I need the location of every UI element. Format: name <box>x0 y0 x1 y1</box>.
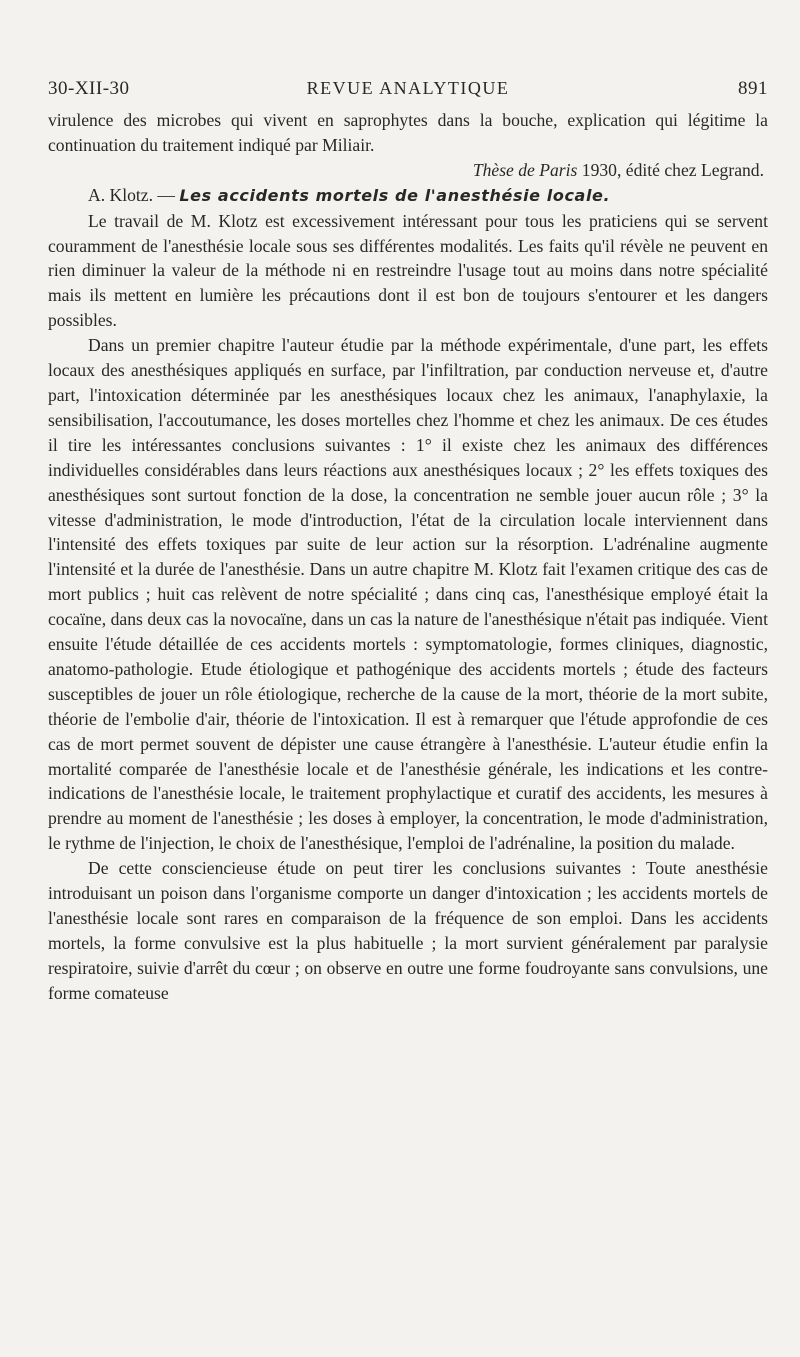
review-heading <box>48 183 768 209</box>
review-paragraph-2: Dans un premier chapitre l'auteur étudie par la méthode expérimentale, d'une part, les effets locaux des anesthésiques appliqués en surface, par l'infiltration, par conduction nerveuse et, d'autre part, l'intoxication déterminée par les anesthésiques locaux chez les animaux, l'anaphylaxie, la sensibilisation, l'accoutumance, les doses mortelles chez l'homme et chez les animaux. De ces études il tire les intéressantes conclusions suivantes : 1° il existe chez les animaux des différences individuelles considérables dans leurs réactions aux anesthésiques locaux ; 2° les effets toxiques des anesthésiques sont surtout fonction de la dose, la concentration ne semble jouer aucun rôle ; 3° la vitesse d'administration, le mode d'introduction, l'état de la circulation locale interviennent dans l'intensité des effets toxiques par suite de leur action sur la résorption. L'adrénaline augmente l'intensité et la durée de l'anesthésie. Dans un autre chapitre M. Klotz fait l'examen critique des cas de mort publics ; huit cas relèvent de notre spécialité ; dans cinq cas, l'anesthésique employé était la cocaïne, dans deux cas la novocaïne, dans un cas la nature de l'anesthésique n'était pas indiquée. Vient ensuite l'étude détaillée de ces accidents mortels : symptomatologie, formes cliniques, diagnostic, anatomo-pathologie. Etude étiologique et pathogénique des accidents mortels ; étude des facteurs susceptibles de jouer un rôle étiologique, recherche de la cause de la mort, théorie de la mort subite, théorie de l'embolie d'air, théorie de l'intoxication. Il est à remarquer que l'étude approfondie de ces cas de mort permet souvent de dépister une cause étrangère à l'anesthésie. L'auteur étudie enfin la mortalité comparée de l'anesthésie locale et de l'anesthésie générale, les indications et les contre-indications de l'anesthésie locale, le traitement prophylactique et curatif des accidents, les mesures à prendre au moment de l'anesthésie ; les doses à employer, la concentration, le mode d'administration, le rythme de l'injection, le choix de l'anesthésique, l'emploi de l'adrénaline, la position du malade. <box>48 335 768 854</box>
page-body <box>48 108 768 1006</box>
review-author: A. Klotz. <box>88 184 153 205</box>
journal-title: REVUE ANALYTIQUE <box>306 78 510 98</box>
review-title: Les accidents mortels de l'anesthésie locale. <box>179 185 611 205</box>
review-paragraph-3: De cette consciencieuse étude on peut tirer les conclusions suivantes : Toute anesthésie introduisant un poison dans l'organisme comporte un danger d'intoxication ; les accidents mortels de l'anesthésie locale sont rares en comparaison de la fréquence de son emploi. Dans les accidents mortels, la forme convulsive est la plus habituelle ; la mort survient généralement par paralysie respiratoire, suivie d'arrêt du cœur ; on observe en outre une forme foudroyante sans convulsions, une forme comateuse <box>48 858 768 1003</box>
source-title: Thèse de Paris <box>472 159 578 180</box>
previous-review-continuation: virulence des microbes qui vivent en saprophytes dans la bouche, explication qui légitime la continuation du traitement indiqué par Miliair. <box>48 110 768 155</box>
source-details: 1930, édité chez Legrand. <box>577 159 764 180</box>
heading-dash: — <box>153 184 180 205</box>
running-header <box>48 78 768 108</box>
page-number: 891 <box>738 78 768 99</box>
review-paragraph-1: Le travail de M. Klotz est excessivement intéressant pour tous les praticiens qui se servent couramment de l'anesthésie locale sous ses différentes modalités. Les faits qu'il révèle ne peuvent en rien diminuer la valeur de la méthode ni en restreindre l'usage tout au moins dans notre spécialité mais ils mettent en lumière les précautions dont il est bon de toujours s'entourer et les dangers possibles. <box>48 210 768 331</box>
issue-date: 30-XII-30 <box>48 78 130 99</box>
previous-review-source <box>48 158 768 183</box>
